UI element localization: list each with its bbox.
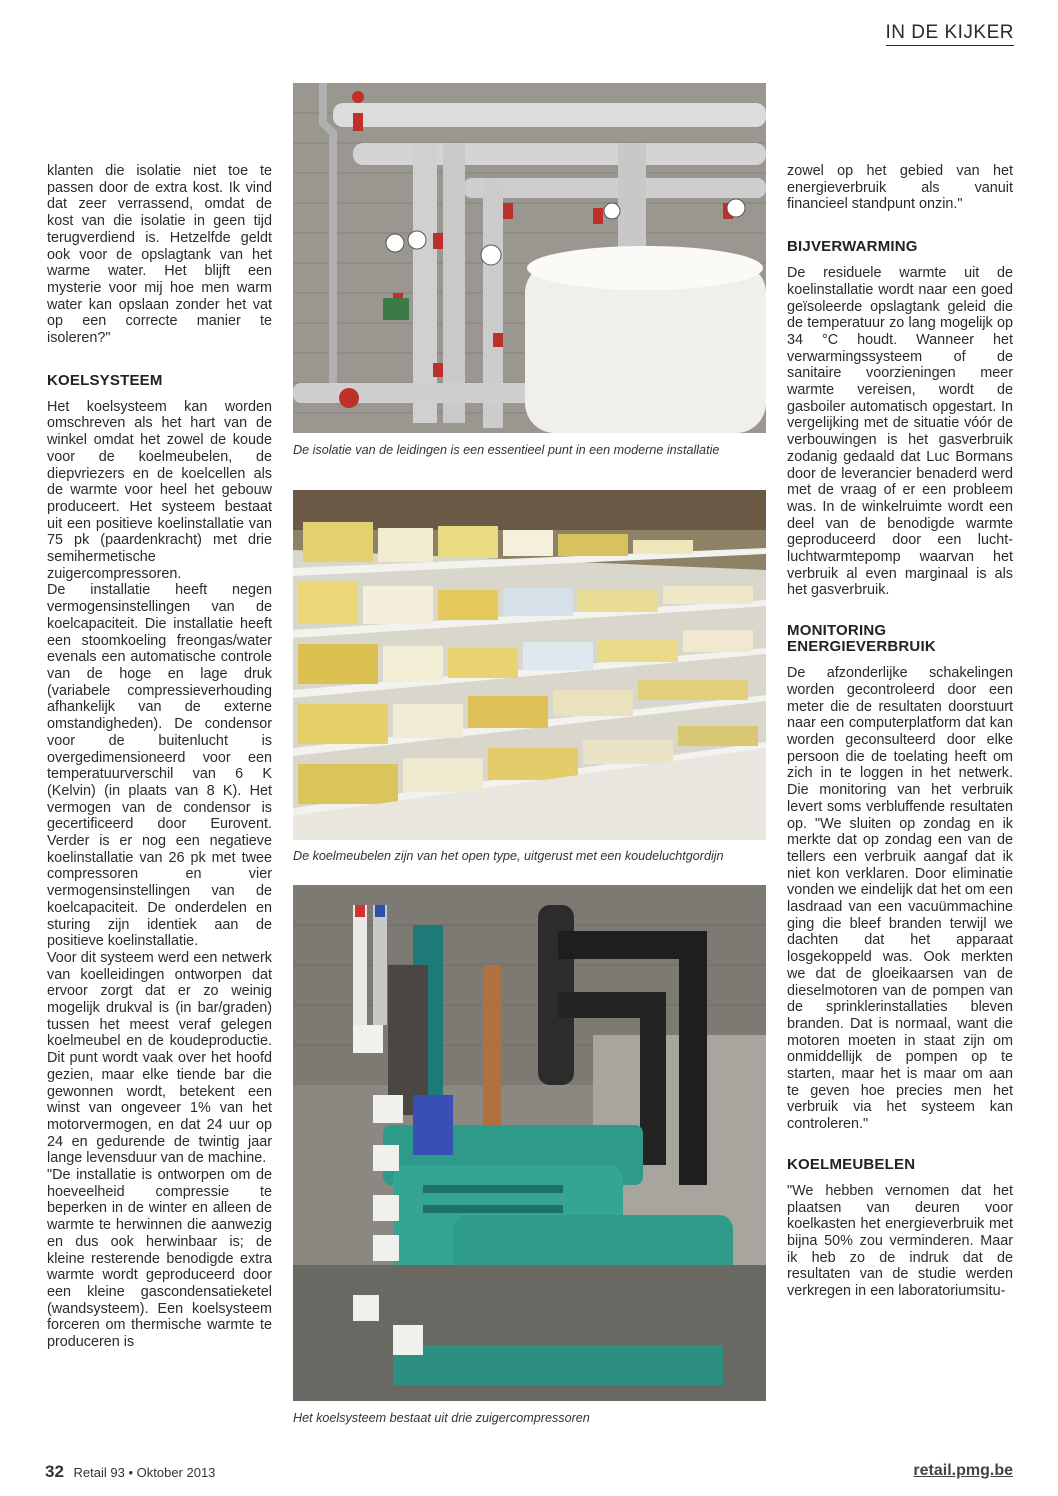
right-column (787, 163, 1013, 1300)
koelsysteem-paragraph-2: De installatie heeft negen vermogensinstellingen van de koelcapaciteit. Die installatie heeft een stoomkoeling freongas/water evenals een automatische controle van de hoge en lage druk (variabele compressieverhouding afhankelijk van de externe omstandigheden). De condensor voor de buitenlucht is overgedimensioneerd voor een temperatuurverschil van 6 K (Kelvin) (in plaats van 8 K). Het vermogen van de condensor is gecertificeerd door Eurovent. Verder is er nog een negatieve koelinstallatie van 26 pk met twee compressoren en vier vermogensinstellingen van de koelcapaciteit. De onderdelen en sturing zijn identiek aan de positieve koelinstallatie. (47, 582, 272, 950)
photo-refrigerated-shelves (293, 490, 766, 840)
bijverwarming-paragraph: De residuele warmte uit de koelinstallatie wordt naar een goed geïsoleerde opslagtank geleid die de temperatuur zo lang mogelijk op 34 °C houdt. Wanneer het verwarmingssysteem of de sanitaire voorzieningen meer warmte vereisen, wordt de gasboiler automatisch opgestart. In vergelijking met de situatie vóór de verbouwingen is het gasverbruik zodanig gedaald dat Luc Bormans door de leverancier benaderd werd met de vraag of er een probleem was. In de winkelruimte wordt een deel van de benodigde warmte geproduceerd door een lucht-luchtwarmtepomp waarvan het verbruik al even marginaal is als het gasverbruik. (787, 265, 1013, 599)
footer-issue (45, 1462, 215, 1482)
left-intro-paragraph: klanten die isolatie niet toe te passen door de extra kost. Ik vind dat zeer verrassend, omdat de kost van die isolatie in geen tijd terugverdiend is. Hetzelfde geldt ook voor de opslagtank van het warme water. Het blijft een mysterie voor mij hoe men warm water kan opslaan zonder het vat op een correcte manier te isoleren?" (47, 163, 272, 347)
left-column (47, 163, 272, 1351)
page-number: 32 (45, 1462, 64, 1481)
koelsysteem-paragraph-3: Voor dit systeem werd een netwerk van koelleidingen ontworpen dat ervoor zorgt dat er zo weinig mogelijk drukval is (in bar/graden) tussen het meest veraf gelegen koelmeubel en de koudeproductie. Dit punt wordt vaak over het hoofd gezien, maar elke tiende bar die gewonnen wordt, betekent een winst van ongeveer 1% van het motorvermogen, en dat 24 uur op 24 en gedurende de twintig jaar lange levensduur van de machine. (47, 949, 272, 1167)
koelsysteem-paragraph-4: "De installatie is ontworpen om de hoeveelheid compressie te beperken in de winter en alleen de warmte te herwinnen die aanwezig en dus ook herwinbaar is; de kleine resterende benodigde extra warmte wordt geproduceerd door een kleine gascondensatieketel (wandsysteem). Een koelsysteem forceren om thermische warmte te produceren is (47, 1167, 272, 1351)
monitoring-heading-line2: ENERGIEVERBRUIK (787, 638, 936, 656)
photo2-caption: De koelmeubelen zijn van het open type, uitgerust met een koudeluchtgordijn (293, 849, 724, 863)
koelsysteem-heading: KOELSYSTEEM (47, 371, 163, 389)
right-intro-paragraph: zowel op het gebied van het energieverbruik als vanuit financieel standpunt onzin." (787, 163, 1013, 213)
monitoring-heading-line1: MONITORING (787, 622, 887, 640)
website-link[interactable]: retail.pmg.be (913, 1462, 1013, 1479)
bijverwarming-heading: BIJVERWARMING (787, 238, 918, 256)
section-tag: IN DE KIJKER (886, 22, 1014, 46)
photo-insulated-pipes (293, 83, 766, 433)
issue-label: Retail 93 • Oktober 2013 (73, 1465, 216, 1480)
koelmeubelen-heading: KOELMEUBELEN (787, 1155, 916, 1173)
monitoring-paragraph: De afzonderlijke schakelingen worden gecontroleerd door een meter die de resultaten doorstuurt naar een computerplatform dat kan worden geconsulteerd door elke persoon die de toelating heeft om zich in te loggen in het netwerk. Die monitoring van het verbruik levert soms verbluffende resultaten op. "We sluiten op zondag en ik merkte dat op zondag een van de tellers een verbruik aangaf dat ik niet kon verklaren. Door eliminatie vonden we eindelijk dat het om een lasdraad van een vacuümmachine ging die bleef branden terwijl we dachten dat het apparaat losgekoppeld was. Ook merkten we dat de gloeikaarsen van de dieselmotoren van de pompen van de sprinklerinstallaties bleven branden. Dat is normaal, want die motoren moeten in staat zijn om onmiddellijk de pompen op te starten, maar het is maar om aan te geven hoe precies men het verbruik via het systeem kan controleren." (787, 665, 1013, 1133)
koelmeubelen-paragraph: "We hebben vernomen dat het plaatsen van deuren voor koelkasten het energieverbruik met bijna 50% zou verminderen. Maar ik heb zo de indruk dat de resultaten van de studie werden verkregen in een laboratoriumsitu- (787, 1182, 1013, 1300)
koelsysteem-paragraph-1: Het koelsysteem kan worden omschreven als het hart van de winkel omdat het zowel de koude voor de koelmeubelen, de diepvriezers en de koelcellen als de warmte voor heel het gebouw produceert. Het systeem bestaat uit een positieve koelinstallatie van 75 pk (paardenkracht) met drie semihermetische zuigercompressoren. (47, 398, 272, 582)
photo-compressors (293, 885, 766, 1401)
photo1-caption: De isolatie van de leidingen is een essentieel punt in een moderne installatie (293, 443, 720, 457)
photo3-caption: Het koelsysteem bestaat uit drie zuigercompressoren (293, 1411, 590, 1425)
